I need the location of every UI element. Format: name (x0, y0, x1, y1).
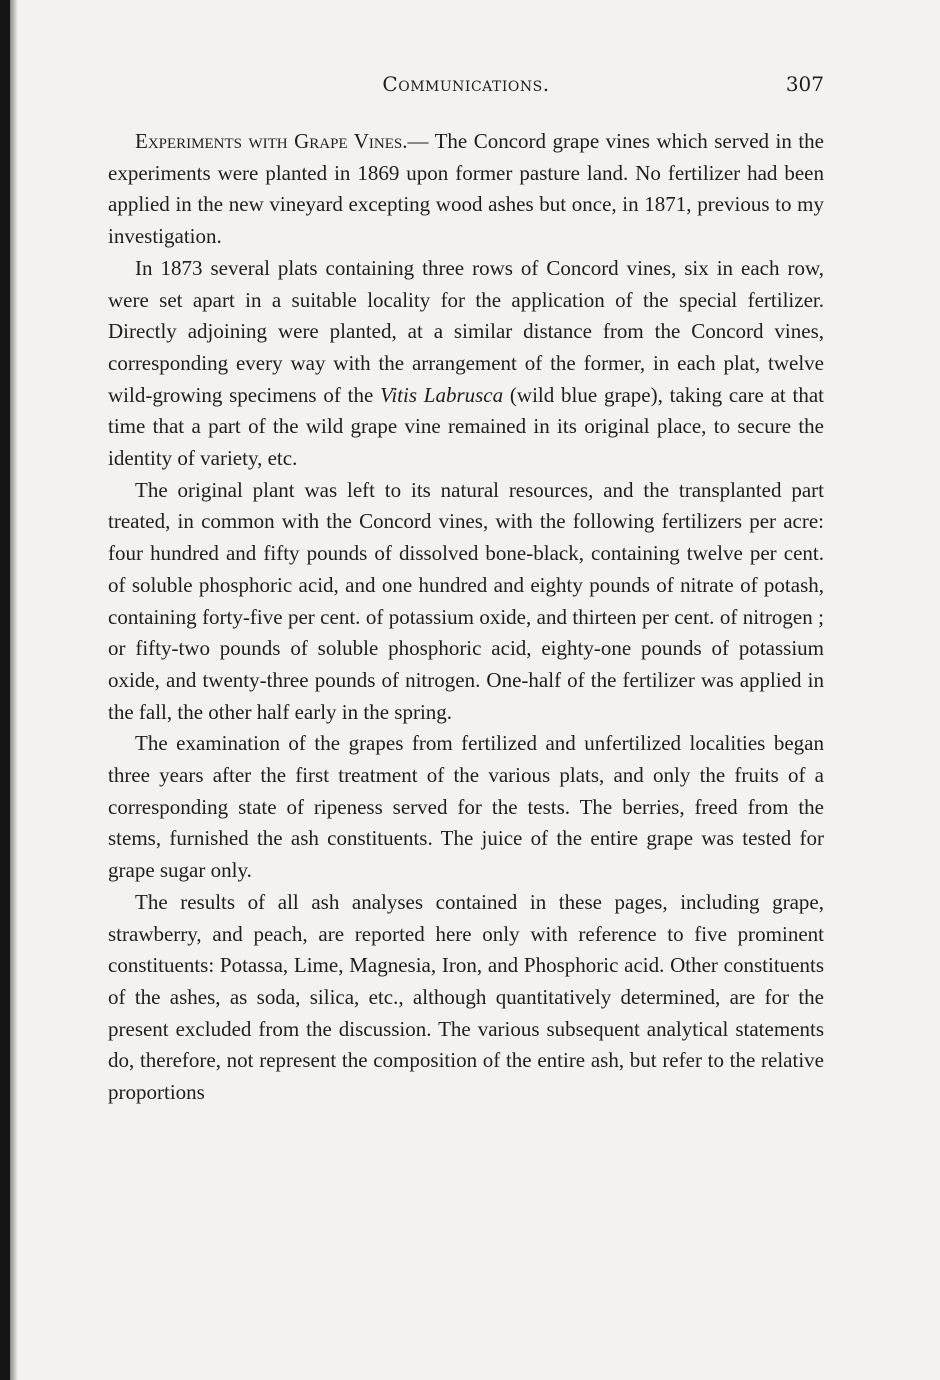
running-head: Communications. (382, 72, 550, 96)
book-spine-shadow (0, 0, 10, 1380)
paragraph-2-text-before: In 1873 several plats containing three rows of Concord vines, six in each row, were set apart in a suitable locality for the application of the special fertilizer. Directly adjoining were planted, at a similar distance from the Concord vines, corresponding every way with the arrangement of the former, in each plat, twelve wild-growing specimens of the (108, 255, 824, 407)
paragraph-1-text: — The Concord grape vines which served in the experiments were planted in 1869 upon former pasture land. No fertilizer had been applied in the new vineyard excepting wood ashes but once, in 1871, previous to my investigation. (108, 129, 825, 249)
gutter-shading (10, 0, 18, 1380)
section-heading: Experiments with Grape Vines. (135, 129, 408, 153)
paragraph-2 (108, 253, 824, 475)
paragraph-1 (108, 126, 824, 253)
paragraph-2-text-after: (wild blue grape), taking care at that time that a part of the wild grape vine remained in its original place, to secure the identity of variety, etc. (108, 382, 825, 471)
page-number: 307 (785, 72, 824, 96)
body-text (108, 126, 824, 1109)
paragraph-3: The original plant was left to its natural resources, and the transplanted part treated, in common with the Concord vines, with the following fertilizers per acre: four hundred and fifty pounds of dissolved bone-black, containing twelve per cent. of soluble phosphoric acid, and one hundred and eighty pounds of nitrate of potash, containing forty-five per cent. of potassium oxide, and thirteen per cent. of nitrogen ; or fifty-two pounds of soluble phosphoric acid, eighty-one pounds of potassium oxide, and twenty-three pounds of nitrogen. One-half of the fertilizer was applied in the fall, the other half early in the spring. (108, 477, 824, 724)
species-name: Vitis Labrusca (380, 382, 504, 407)
page-header (108, 72, 824, 102)
paragraph-5: The results of all ash analyses contained in these pages, including grape, strawberry, and peach, are reported here only with reference to five prominent constituents: Potassa, Lime, Magnesia, Iron, and Phosphoric acid. Other constituents of the ashes, as soda, silica, etc., although quantitatively determined, are for the present excluded from the discussion. The various subsequent analytical statements do, therefore, not represent the composition of the entire ash, but refer to the relative proportions (108, 889, 824, 1105)
paragraph-4: The examination of the grapes from fertilized and unfertilized localities began three years after the first treatment of the various plats, and only the fruits of a corresponding state of ripeness served for the tests. The berries, freed from the stems, furnished the ash constituents. The juice of the entire grape was tested for grape sugar only. (108, 731, 824, 883)
